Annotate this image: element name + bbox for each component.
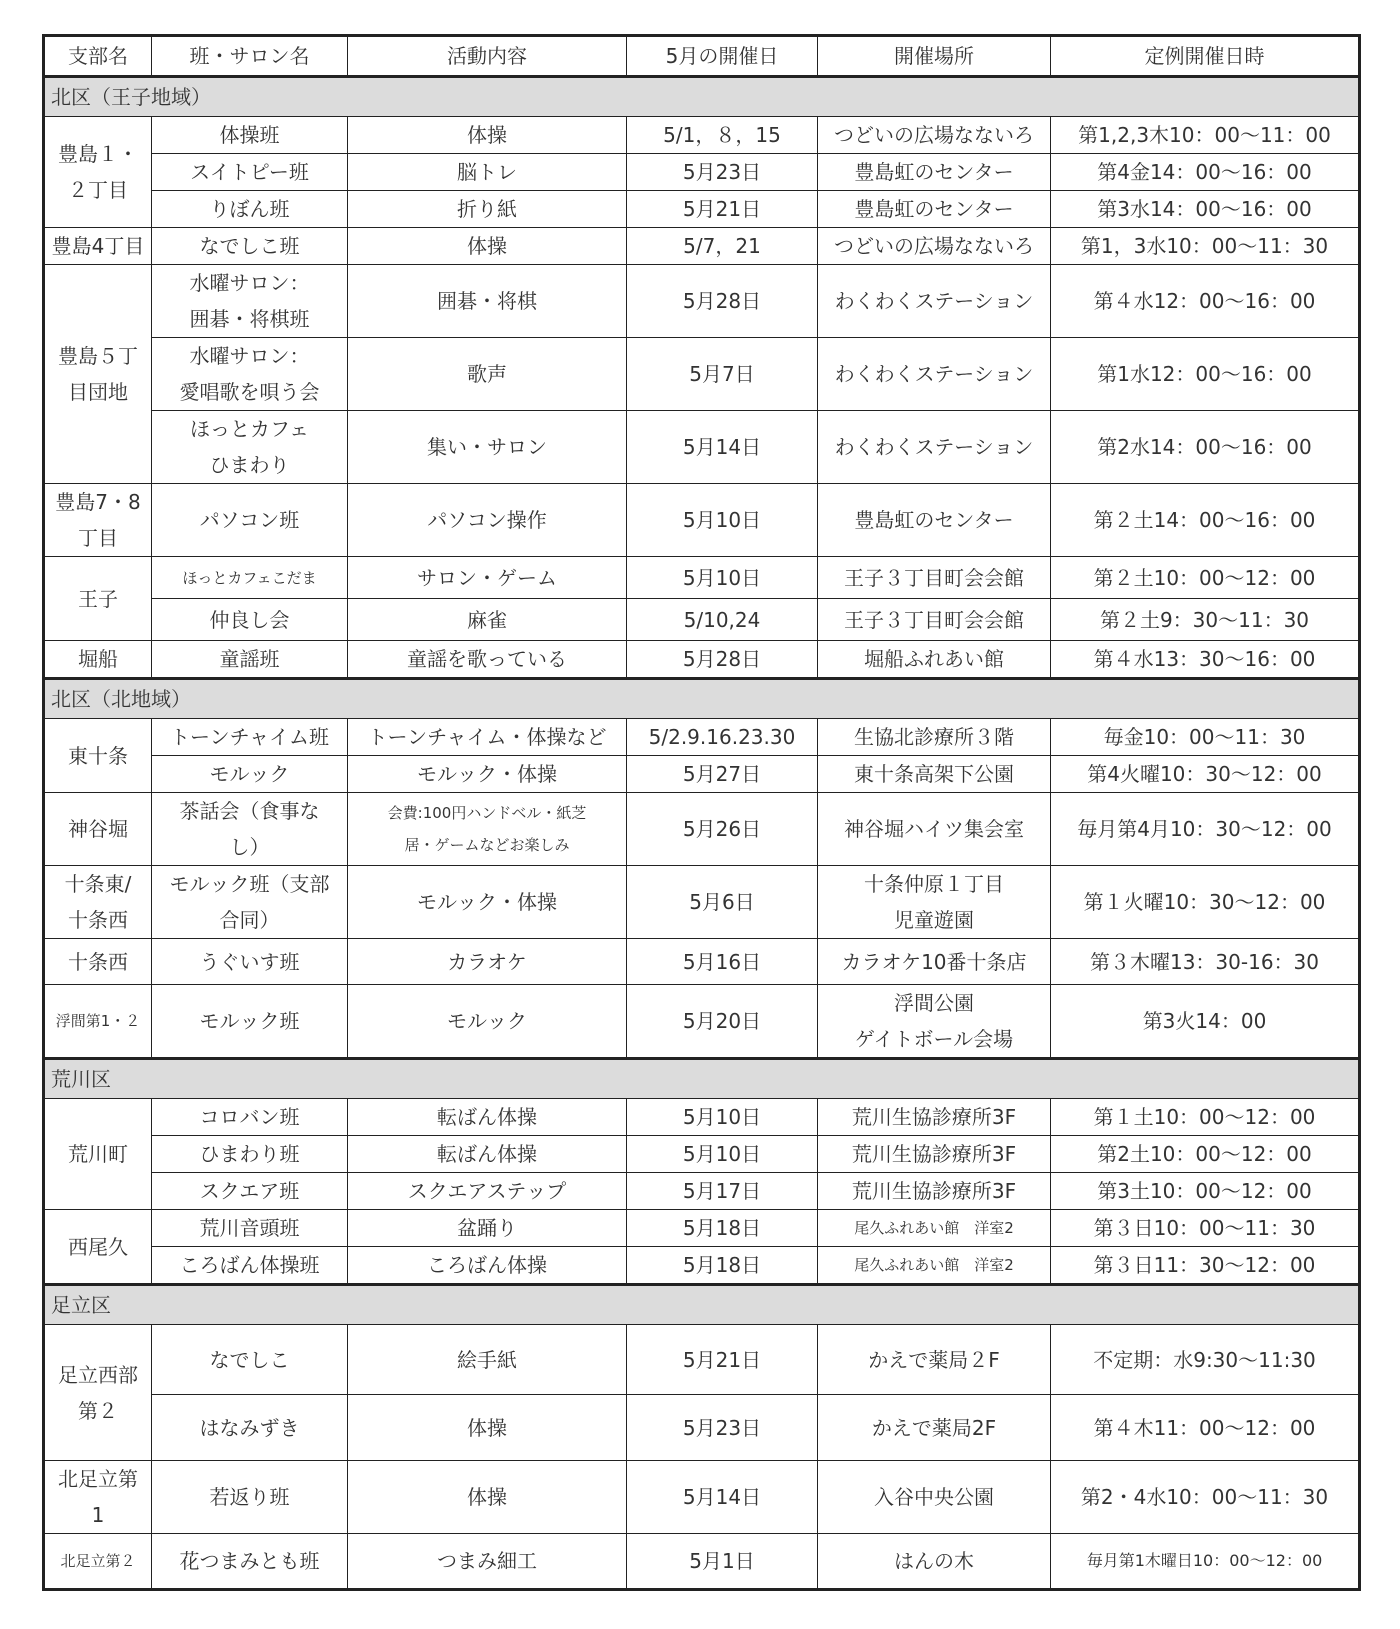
activity: 絵手紙 [348, 1325, 627, 1395]
table-row [44, 1247, 1360, 1285]
venue: わくわくステーション [818, 411, 1051, 484]
venue: 尾久ふれあい館 洋室2 [818, 1210, 1051, 1247]
group-name: ほっとカフェこだま [152, 557, 348, 599]
activity: 会費:100円ハンドベル・紙芝 居・ゲームなどお楽しみ [348, 793, 627, 866]
regular-schedule: 第2水14：00〜16：00 [1051, 411, 1360, 484]
regular-schedule: 第４木11：00〜12：00 [1051, 1395, 1360, 1461]
group-name: 水曜サロン： 愛唱歌を唄う会 [152, 338, 348, 411]
activity: 転ばん体操 [348, 1099, 627, 1136]
regular-schedule: 第４水13：30〜16：00 [1051, 641, 1360, 679]
activity: 転ばん体操 [348, 1136, 627, 1173]
table-row [44, 1099, 1360, 1136]
table-row [44, 228, 1360, 265]
table-row [44, 1173, 1360, 1210]
regular-schedule: 第4火曜10：30〜12：00 [1051, 756, 1360, 793]
table-row [44, 719, 1360, 756]
header-venue: 開催場所 [818, 36, 1051, 77]
venue: 荒川生協診療所3F [818, 1173, 1051, 1210]
group-name: 花つまみとも班 [152, 1534, 348, 1590]
venue: 浮間公園 ゲイトボール会場 [818, 985, 1051, 1059]
activity: 体操 [348, 117, 627, 154]
branch-name: 豊島7・8 丁目 [44, 484, 152, 557]
group-name: モルック [152, 756, 348, 793]
may-date: 5月6日 [627, 866, 818, 939]
activity: トーンチャイム・体操など [348, 719, 627, 756]
may-date: 5月10日 [627, 557, 818, 599]
table-row [44, 411, 1360, 484]
venue: つどいの広場なないろ [818, 228, 1051, 265]
regular-schedule: 第１火曜10：30〜12：00 [1051, 866, 1360, 939]
activity: 集い・サロン [348, 411, 627, 484]
table-row [44, 1136, 1360, 1173]
activity: 囲碁・将棋 [348, 265, 627, 338]
activity: つまみ細工 [348, 1534, 627, 1590]
may-date: 5月1日 [627, 1534, 818, 1590]
schedule-table [42, 34, 1361, 1591]
may-date: 5月26日 [627, 793, 818, 866]
venue: 神谷堀ハイツ集会室 [818, 793, 1051, 866]
venue: わくわくステーション [818, 338, 1051, 411]
may-date: 5月10日 [627, 1099, 818, 1136]
regular-schedule: 第3水14：00〜16：00 [1051, 191, 1360, 228]
regular-schedule: 第２土10：00〜12：00 [1051, 557, 1360, 599]
may-date: 5月21日 [627, 191, 818, 228]
branch-name: 西尾久 [44, 1210, 152, 1285]
table-row [44, 117, 1360, 154]
group-name: はなみずき [152, 1395, 348, 1461]
activity: スクエアステップ [348, 1173, 627, 1210]
regular-schedule: 第4金14：00〜16：00 [1051, 154, 1360, 191]
group-name: モルック班（支部 合同） [152, 866, 348, 939]
group-name: コロバン班 [152, 1099, 348, 1136]
header-row [44, 36, 1360, 77]
table-row [44, 756, 1360, 793]
table-row [44, 1395, 1360, 1461]
activity: 麻雀 [348, 599, 627, 641]
branch-name: 豊島4丁目 [44, 228, 152, 265]
activity: モルック・体操 [348, 756, 627, 793]
group-name: ほっとカフェ ひまわり [152, 411, 348, 484]
header-activity: 活動内容 [348, 36, 627, 77]
may-date: 5月16日 [627, 939, 818, 985]
table-row [44, 1461, 1360, 1534]
regular-schedule: 第2土10：00〜12：00 [1051, 1136, 1360, 1173]
group-name: 体操班 [152, 117, 348, 154]
regular-schedule: 第1,2,3木10：00〜11：00 [1051, 117, 1360, 154]
may-date: 5/7，21 [627, 228, 818, 265]
venue: 東十条高架下公園 [818, 756, 1051, 793]
table-row [44, 985, 1360, 1059]
regular-schedule: 第3火14：00 [1051, 985, 1360, 1059]
table-row [44, 939, 1360, 985]
branch-name: 豊島５丁 目団地 [44, 265, 152, 484]
may-date: 5月7日 [627, 338, 818, 411]
venue: カラオケ10番十条店 [818, 939, 1051, 985]
may-date: 5/2.9.16.23.30 [627, 719, 818, 756]
may-date: 5月23日 [627, 154, 818, 191]
group-name: 水曜サロン： 囲碁・将棋班 [152, 265, 348, 338]
venue: 荒川生協診療所3F [818, 1136, 1051, 1173]
may-date: 5月28日 [627, 641, 818, 679]
section-row [44, 679, 1360, 719]
branch-name: 十条東/ 十条西 [44, 866, 152, 939]
venue: 王子３丁目町会会館 [818, 557, 1051, 599]
regular-schedule: 第２土9：30〜11：30 [1051, 599, 1360, 641]
venue: つどいの広場なないろ [818, 117, 1051, 154]
may-date: 5/1，８，15 [627, 117, 818, 154]
table-row [44, 1210, 1360, 1247]
group-name: パソコン班 [152, 484, 348, 557]
regular-schedule: 第3土10：00〜12：00 [1051, 1173, 1360, 1210]
section-row [44, 77, 1360, 117]
group-name: トーンチャイム班 [152, 719, 348, 756]
table-row [44, 641, 1360, 679]
activity: 折り紙 [348, 191, 627, 228]
branch-name: 荒川町 [44, 1099, 152, 1210]
table-row [44, 866, 1360, 939]
table-row [44, 1534, 1360, 1590]
venue: 荒川生協診療所3F [818, 1099, 1051, 1136]
group-name: モルック班 [152, 985, 348, 1059]
table-row [44, 1325, 1360, 1395]
branch-name: 東十条 [44, 719, 152, 793]
section-row [44, 1285, 1360, 1325]
group-name: ひまわり班 [152, 1136, 348, 1173]
group-name: 童謡班 [152, 641, 348, 679]
venue: 入谷中央公園 [818, 1461, 1051, 1534]
activity: パソコン操作 [348, 484, 627, 557]
header-regular-schedule: 定例開催日時 [1051, 36, 1360, 77]
may-date: 5月20日 [627, 985, 818, 1059]
activity: 体操 [348, 228, 627, 265]
venue: はんの木 [818, 1534, 1051, 1590]
venue: 十条仲原１丁目 児童遊園 [818, 866, 1051, 939]
venue: かえで薬局２F [818, 1325, 1051, 1395]
venue: 生協北診療所３階 [818, 719, 1051, 756]
regular-schedule: 毎月第4月10：30〜12：00 [1051, 793, 1360, 866]
table-row [44, 265, 1360, 338]
table-row [44, 191, 1360, 228]
activity: 体操 [348, 1461, 627, 1534]
regular-schedule: 第1，3水10：00〜11：30 [1051, 228, 1360, 265]
may-date: 5月18日 [627, 1247, 818, 1285]
section-title: 荒川区 [44, 1059, 1360, 1099]
section-title: 足立区 [44, 1285, 1360, 1325]
branch-name: 王子 [44, 557, 152, 641]
table-row [44, 338, 1360, 411]
header-may-dates: 5月の開催日 [627, 36, 818, 77]
regular-schedule: 毎月第1木曜日10：00〜12：00 [1051, 1534, 1360, 1590]
regular-schedule: 第2・4水10：00〜11：30 [1051, 1461, 1360, 1534]
venue: かえで薬局2F [818, 1395, 1051, 1461]
section-row [44, 1059, 1360, 1099]
may-date: 5月27日 [627, 756, 818, 793]
table-row [44, 793, 1360, 866]
table-row [44, 484, 1360, 557]
may-date: 5月14日 [627, 411, 818, 484]
regular-schedule: 第４水12：00〜16：00 [1051, 265, 1360, 338]
regular-schedule: 第３木曜13：30-16：30 [1051, 939, 1360, 985]
group-name: スイトピー班 [152, 154, 348, 191]
section-title: 北区（北地域） [44, 679, 1360, 719]
activity: 体操 [348, 1395, 627, 1461]
table-row [44, 557, 1360, 599]
activity: 脳トレ [348, 154, 627, 191]
venue: 豊島虹のセンター [818, 154, 1051, 191]
venue: 豊島虹のセンター [818, 191, 1051, 228]
regular-schedule: 第３日11：30〜12：00 [1051, 1247, 1360, 1285]
may-date: 5月18日 [627, 1210, 818, 1247]
may-date: 5月21日 [627, 1325, 818, 1395]
branch-name: 神谷堀 [44, 793, 152, 866]
header-branch: 支部名 [44, 36, 152, 77]
may-date: 5月10日 [627, 1136, 818, 1173]
group-name: 若返り班 [152, 1461, 348, 1534]
section-title: 北区（王子地域） [44, 77, 1360, 117]
venue: 堀船ふれあい館 [818, 641, 1051, 679]
group-name: うぐいす班 [152, 939, 348, 985]
table-body [44, 77, 1360, 1590]
regular-schedule: 不定期：水9:30〜11:30 [1051, 1325, 1360, 1395]
branch-name: 北足立第２ [44, 1534, 152, 1590]
may-date: 5/10,24 [627, 599, 818, 641]
may-date: 5月10日 [627, 484, 818, 557]
branch-name: 豊島１・ ２丁目 [44, 117, 152, 228]
venue: 尾久ふれあい館 洋室2 [818, 1247, 1051, 1285]
branch-name: 浮間第1・２ [44, 985, 152, 1059]
group-name: りぼん班 [152, 191, 348, 228]
regular-schedule: 第1水12：00〜16：00 [1051, 338, 1360, 411]
header-group-name: 班・サロン名 [152, 36, 348, 77]
activity: 童謡を歌っている [348, 641, 627, 679]
branch-name: 足立西部 第２ [44, 1325, 152, 1461]
group-name: 荒川音頭班 [152, 1210, 348, 1247]
venue: わくわくステーション [818, 265, 1051, 338]
regular-schedule: 毎金10：00〜11：30 [1051, 719, 1360, 756]
group-name: ころばん体操班 [152, 1247, 348, 1285]
branch-name: 北足立第 1 [44, 1461, 152, 1534]
activity: ころばん体操 [348, 1247, 627, 1285]
may-date: 5月14日 [627, 1461, 818, 1534]
group-name: なでしこ班 [152, 228, 348, 265]
table-row [44, 154, 1360, 191]
may-date: 5月28日 [627, 265, 818, 338]
group-name: 茶話会（食事な し） [152, 793, 348, 866]
activity: モルック [348, 985, 627, 1059]
group-name: 仲良し会 [152, 599, 348, 641]
regular-schedule: 第３日10：00〜11：30 [1051, 1210, 1360, 1247]
activity: モルック・体操 [348, 866, 627, 939]
venue: 王子３丁目町会会館 [818, 599, 1051, 641]
may-date: 5月23日 [627, 1395, 818, 1461]
group-name: なでしこ [152, 1325, 348, 1395]
branch-name: 十条西 [44, 939, 152, 985]
activity: カラオケ [348, 939, 627, 985]
regular-schedule: 第１土10：00〜12：00 [1051, 1099, 1360, 1136]
venue: 豊島虹のセンター [818, 484, 1051, 557]
branch-name: 堀船 [44, 641, 152, 679]
activity: 歌声 [348, 338, 627, 411]
activity: 盆踊り [348, 1210, 627, 1247]
regular-schedule: 第２土14：00〜16：00 [1051, 484, 1360, 557]
activity: サロン・ゲーム [348, 557, 627, 599]
table-row [44, 599, 1360, 641]
may-date: 5月17日 [627, 1173, 818, 1210]
group-name: スクエア班 [152, 1173, 348, 1210]
